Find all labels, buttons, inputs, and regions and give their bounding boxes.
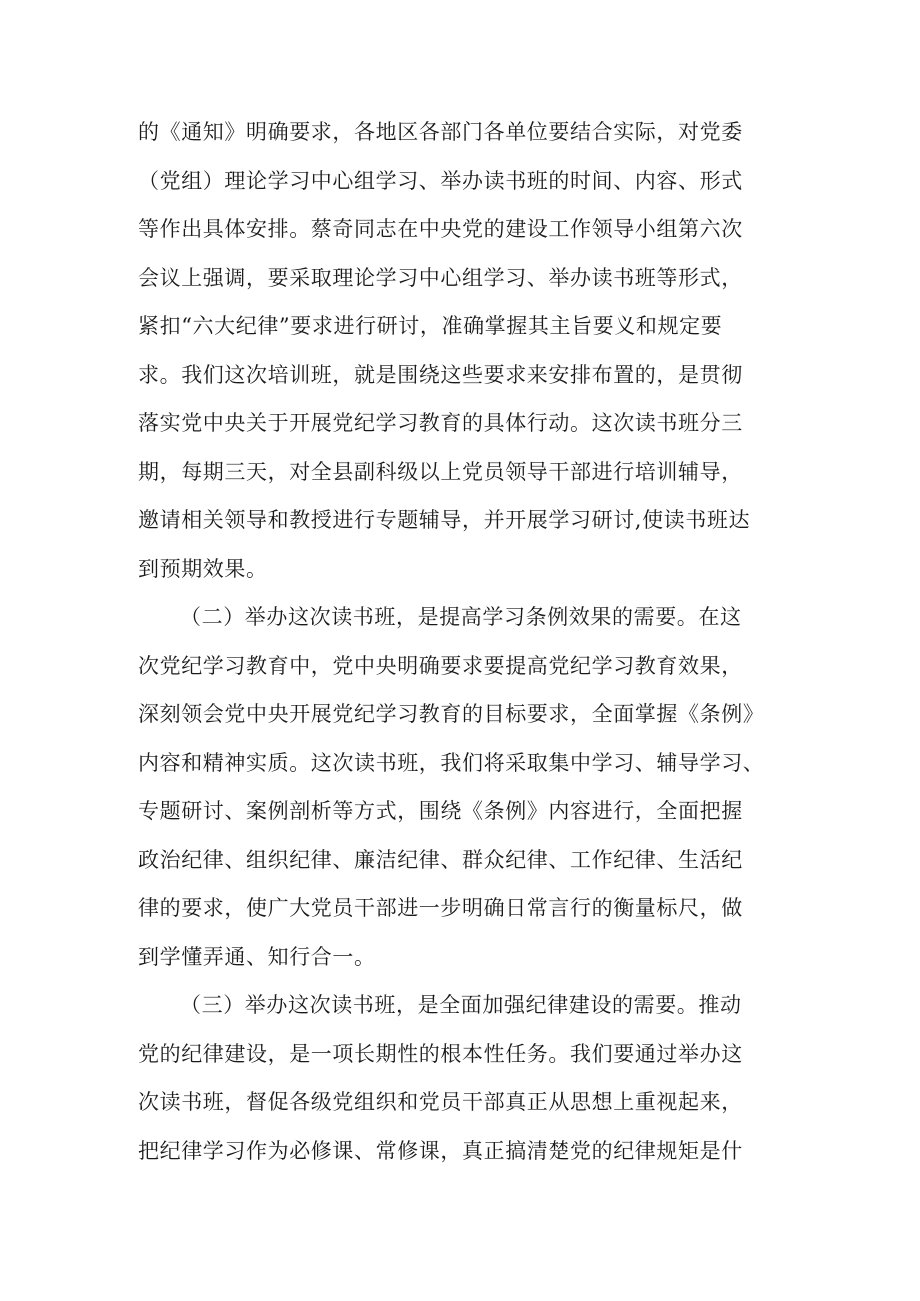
- text-line: 内容和精神实质。这次读书班，我们将采取集中学习、辅导学习、: [138, 750, 765, 775]
- text-line: 期，每期三天，对全县副科级以上党员领导干部进行培训辅导，: [138, 459, 743, 484]
- text-line: 次读书班，督促各级党组织和党员干部真正从思想上重视起来，: [138, 1090, 743, 1114]
- paragraph-section-two: [138, 593, 798, 981]
- text-line: 紧扣“六大纪律”要求进行研讨，准确掌握其主旨要义和规定要: [138, 314, 723, 338]
- text-line: 专题研讨、案例剖析等方式，围绕《条例》内容进行，全面把握: [138, 799, 743, 823]
- text-line: 深刻领会党中央开展党纪学习教育的目标要求，全面掌握《条例》: [138, 702, 765, 726]
- text-line: 次党纪学习教育中，党中央明确要求要提高党纪学习教育效果，: [138, 653, 743, 678]
- text-line: （二）举办这次读书班，是提高学习条例效果的需要。在这: [180, 605, 742, 629]
- text-line: （三）举办这次读书班，是全面加强纪律建设的需要。推动: [180, 993, 742, 1017]
- text-line: 到学懂弄通、知行合一。: [138, 944, 376, 969]
- text-line: 会议上强调，要采取理论学习中心组学习、举办读书班等形式，: [138, 265, 743, 290]
- text-line: 律的要求，使广大党员干部进一步明确日常言行的衡量标尺，做: [138, 896, 743, 920]
- text-line: 求。我们这次培训班，就是围绕这些要求来安排布置的，是贯彻: [138, 362, 743, 387]
- text-line: 把纪律学习作为必修课、常修课，真正搞清楚党的纪律规矩是什: [138, 1138, 743, 1163]
- document-body: [138, 108, 798, 1175]
- text-line: 的《通知》明确要求，各地区各部门各单位要结合实际，对党委: [138, 120, 743, 144]
- text-line: 等作出具体安排。蔡奇同志在中央党的建设工作领导小组第六次: [138, 217, 743, 241]
- text-line: 落实党中央关于开展党纪学习教育的具体行动。这次读书班分三: [138, 411, 743, 435]
- paragraph-continuation: [138, 108, 798, 593]
- text-line: 邀请相关领导和教授进行专题辅导，并开展学习研讨,使读书班达: [138, 508, 751, 532]
- paragraph-section-three: [138, 981, 798, 1175]
- text-line: （党组）理论学习中心组学习、举办读书班的时间、内容、形式: [138, 168, 743, 193]
- text-line: 政治纪律、组织纪律、廉洁纪律、群众纪律、工作纪律、生活纪: [138, 847, 743, 872]
- text-line: 党的纪律建设，是一项长期性的根本性任务。我们要通过举办这: [138, 1041, 743, 1066]
- text-line: 到预期效果。: [138, 556, 268, 581]
